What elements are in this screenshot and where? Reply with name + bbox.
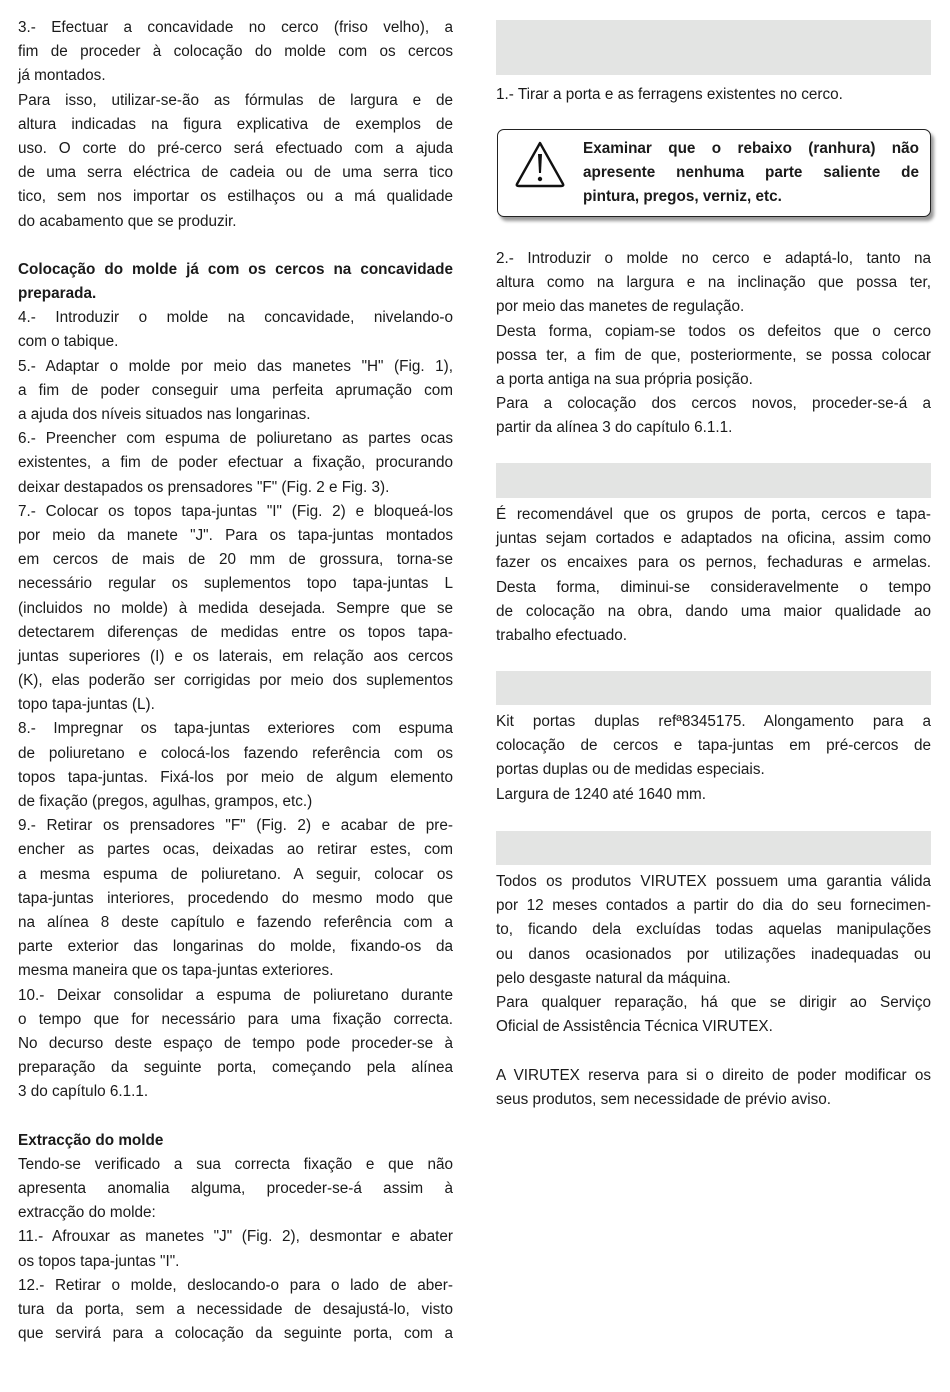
paragraph — [18, 355, 453, 428]
paragraph — [18, 306, 453, 354]
section-header-bar — [496, 671, 931, 705]
section-heading — [18, 1129, 453, 1153]
paragraph — [18, 1225, 453, 1273]
text-line: Desta forma, diminui-se consideravelmente o tempo — [496, 578, 931, 596]
accessories-section — [496, 710, 931, 807]
text-line: trabalho efectuado. — [496, 626, 627, 644]
section-header-bar — [496, 831, 931, 865]
text-line: Kit portas duplas refª8345175. Alongamento para a — [496, 713, 931, 730]
text-line: o tempo que for necessário para uma fixação correcta. — [18, 1010, 453, 1028]
spacer — [18, 1104, 453, 1128]
text-line: juntas sejam cortados e adaptados na oficina, assim como — [496, 530, 931, 548]
text-line: 8.- Impregnar os tapa-juntas exteriores com espuma — [18, 720, 453, 738]
paragraph — [496, 392, 931, 440]
text-line: seus produtos, sem necessidade de prévio aviso. — [496, 1090, 832, 1108]
text-line: 1.- Tirar a porta e as ferragens existentes no cerco. — [496, 86, 843, 103]
text-line: portas duplas ou de medidas especiais. — [496, 761, 765, 779]
paragraph — [18, 1274, 453, 1347]
text-line: to, ficando dela excluídas todas aquelas manipulações — [496, 921, 931, 939]
text-line: na alínea 8 deste capítulo e fazendo referência com a — [18, 913, 453, 931]
text-line: do acabamento que se produzir. — [18, 212, 237, 230]
paragraph — [18, 717, 453, 814]
text-line: altura como na largura e na inclinação que possa ter, — [496, 274, 931, 292]
text-line: Tendo-se verificado a sua correcta fixação e que não — [18, 1155, 453, 1173]
text-line: por 12 meses contados a partir do dia do seu fornecimen- — [496, 897, 931, 915]
text-line: extracção do molde: — [18, 1204, 156, 1222]
paragraph — [496, 783, 931, 807]
text-line: fazer os encaixes para os pernos, fechaduras e armelas. — [496, 554, 931, 572]
text-line: (incluidos no molde) à medida desejada. Sempre que se — [18, 599, 453, 617]
text-line — [18, 234, 453, 258]
text-line: existentes, a fim de poder efectuar a fixação, procurando — [18, 454, 453, 472]
text-line: deixar destapados os prensadores "F" (Fig. 2 e Fig. 3). — [18, 478, 390, 496]
spacer — [496, 1039, 931, 1063]
text-line: preparação da seguinte porta, começando pela alínea — [18, 1059, 453, 1077]
step-1 — [496, 83, 931, 107]
text-line: possa ter, a fim de que, posteriormente, se possa colocar — [496, 346, 931, 364]
text-line: uso. O corte do pré-cerco será efectuado com a ajuda — [18, 139, 453, 157]
text-line: (K), elas poderão ser corrigidas por meio dos suplementos — [18, 672, 453, 690]
text-line: fim de proceder à colocação do molde com os cercos — [18, 43, 453, 61]
text-line: por meio das manetes de regulação. — [496, 298, 745, 316]
text-line: a porta antiga na sua própria posição. — [496, 370, 753, 388]
warning-triangle-icon — [514, 140, 566, 188]
text-line: altura indicadas na figura explicativa de exemplos de — [18, 115, 453, 133]
text-line: necessário regular os suplementos topo tapa-juntas L — [18, 575, 453, 593]
paragraph — [496, 247, 931, 320]
text-line: Para a colocação dos cercos novos, proceder-se-á a — [496, 395, 931, 413]
text-line: Todos os produtos VIRUTEX possuem uma garantia válida — [496, 873, 931, 890]
text-line: Oficial de Assistência Técnica VIRUTEX. — [496, 1018, 773, 1036]
paragraph — [496, 991, 931, 1039]
section-header-bar — [496, 463, 931, 498]
text-line: já montados. — [18, 67, 106, 85]
text-line: de uma serra eléctrica de cadeia ou de uma serra tico — [18, 164, 453, 182]
text-line: 9.- Retirar os prensadores "F" (Fig. 2) e acabar de pre- — [18, 817, 453, 835]
warning-box — [497, 129, 931, 217]
text-line: a ajuda dos níveis situados nas longarinas. — [18, 406, 311, 423]
text-line: partir da alínea 3 do capítulo 6.1.1. — [496, 419, 733, 437]
text-line: topo tapa-juntas (L). — [18, 696, 155, 714]
text-line: É recomendável que os grupos de porta, cercos e tapa- — [496, 506, 931, 523]
text-line: 7.- Colocar os topos tapa-juntas "I" (Fig. 2) e bloqueá-los — [18, 502, 453, 520]
text-line: 4.- Introduzir o molde na concavidade, nivelando-o — [18, 309, 453, 327]
section-heading — [18, 258, 453, 306]
text-line: preparada. — [18, 285, 97, 303]
paragraph — [18, 1153, 453, 1226]
text-line: 3.- Efectuar a concavidade no cerco (friso velho), a — [18, 19, 453, 36]
text-line: 10.- Deixar consolidar a espuma de poliuretano durante — [18, 986, 453, 1004]
text-line: topos tapa-juntas. Fixá-los por meio de algum elemento — [18, 768, 453, 786]
paragraph — [18, 984, 453, 1105]
recommendation-section — [496, 503, 931, 648]
text-line: Examinar que o rebaixo (ranhura) não — [583, 140, 919, 157]
text-line: 2.- Introduzir o molde no cerco e adaptá-lo, tanto na — [496, 250, 931, 267]
left-column — [18, 16, 453, 1346]
text-line: ou danos ocasionados por utilizações inadequadas ou — [496, 945, 931, 963]
text-line: pelo desgaste natural da máquina. — [496, 969, 731, 987]
text-line: apresente nenhuma parte saliente de — [583, 164, 919, 182]
paragraph — [18, 89, 453, 234]
paragraph — [18, 427, 453, 500]
text-line: tico, sem nos importar os estilhaços ou a má qualidade — [18, 188, 453, 206]
text-line: A VIRUTEX reserva para si o direito de poder modificar os — [496, 1066, 931, 1084]
text-line: a fim de poder conseguir uma perfeita aprumação com — [18, 381, 453, 399]
paragraph — [496, 710, 931, 783]
text-line: a mesma espuma de poliuretano. A seguir, colocar os — [18, 865, 453, 883]
text-line: apresenta anomalia alguma, proceder-se-á assim à — [18, 1180, 453, 1197]
text-line — [18, 1104, 453, 1128]
text-line: tapa-juntas interiores, procedendo do mesmo modo que — [18, 889, 453, 907]
text-line: 6.- Preencher com espuma de poliuretano as partes ocas — [18, 430, 453, 448]
paragraph — [18, 500, 453, 718]
text-line: por meio da manete "J". Para os tapa-juntas montados — [18, 526, 453, 544]
text-line: de poliuretano e colocá-los fazendo referência com os — [18, 744, 453, 762]
text-line: tura da porta, sem a necessidade de desajustá-lo, visto — [18, 1300, 453, 1318]
text-line: No decurso deste espaço de tempo pode proceder-se à — [18, 1034, 453, 1052]
text-line: colocação de cercos e tapa-juntas em pré-cercos de — [496, 737, 931, 755]
text-line: Para qualquer reparação, há que se dirigir ao Serviço — [496, 993, 931, 1011]
text-line: mesma maneira que os tapa-juntas exteriores. — [18, 962, 334, 980]
text-line: com o tabique. — [18, 333, 119, 351]
step-2-section — [496, 247, 931, 441]
section-header-bar — [496, 20, 931, 75]
text-line — [496, 1039, 931, 1063]
paragraph — [496, 870, 931, 991]
text-line: 12.- Retirar o molde, deslocando-o para o lado de aber- — [18, 1276, 453, 1294]
text-line: encher as partes ocas, deixadas ao retirar estes, com — [18, 841, 453, 859]
text-line: 5.- Adaptar o molde por meio das manetes "H" (Fig. 1), — [18, 357, 453, 375]
text-line: os topos tapa-juntas "I". — [18, 1252, 180, 1270]
text-line: juntas superiores (I) e os laterais, em relação aos cercos — [18, 647, 453, 665]
spacer — [18, 234, 453, 258]
text-line: Largura de 1240 até 1640 mm. — [496, 785, 707, 803]
text-line: 3 do capítulo 6.1.1. — [18, 1083, 149, 1101]
text-line: pintura, pregos, verniz, etc. — [583, 188, 782, 206]
text-line: 11.- Afrouxar as manetes "J" (Fig. 2), desmontar e abater — [18, 1228, 453, 1246]
text-line: Extracção do molde — [18, 1131, 164, 1149]
paragraph — [496, 320, 931, 393]
text-line: Desta forma, copiam-se todos os defeitos que o cerco — [496, 322, 931, 340]
paragraph — [496, 1064, 931, 1112]
paragraph — [496, 503, 931, 648]
text-line: Para isso, utilizar-se-ão as fórmulas de largura e de — [18, 91, 453, 109]
text-line: em cercos de mais de 20 mm de grossura, torna-se — [18, 551, 453, 569]
text-line: que servirá para a colocação da seguinte porta, com a — [18, 1325, 453, 1343]
text-line: detectarem diferenças de medidas entre os topos tapa- — [18, 623, 453, 641]
paragraph — [18, 814, 453, 983]
text-line: de colocação na obra, dando uma maior qualidade ao — [496, 602, 931, 620]
paragraph — [18, 16, 453, 89]
warning-text — [583, 137, 919, 210]
text-line: parte exterior das longarinas do molde, fixando-os da — [18, 938, 453, 956]
text-line: Colocação do molde já com os cercos na concavidade — [18, 260, 453, 278]
warranty-section — [496, 870, 931, 1112]
text-line: de fixação (pregos, agulhas, grampos, etc.) — [18, 793, 313, 810]
